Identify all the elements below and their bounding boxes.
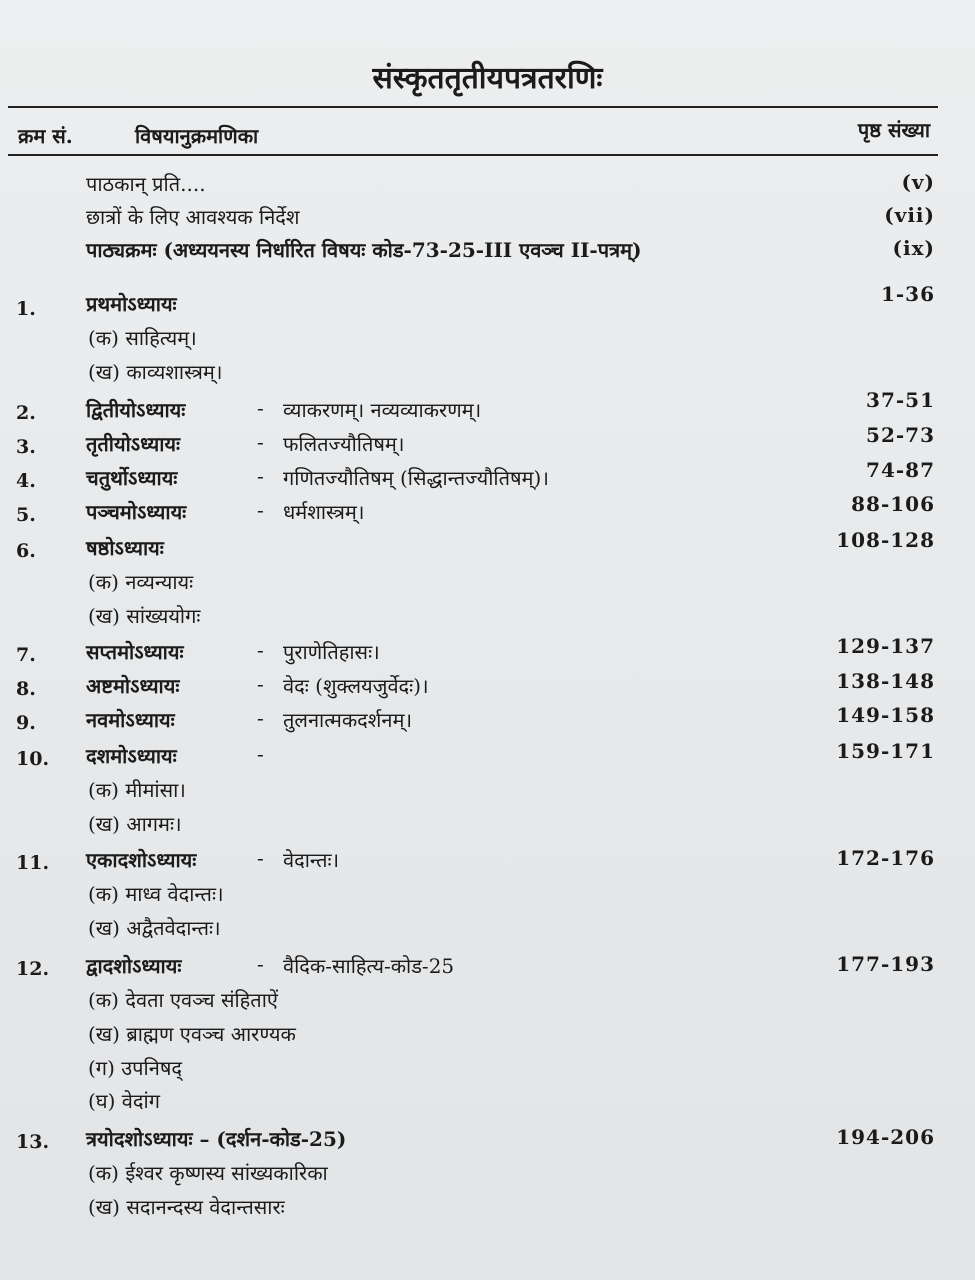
chapter-row: [0, 528, 975, 568]
chapter-page: 138-148: [836, 669, 935, 693]
header-rule: [8, 154, 938, 156]
prelim-row: [0, 236, 975, 270]
sub-item: [0, 358, 975, 392]
chapter-name: चतुर्थोऽध्यायः: [86, 466, 178, 490]
prelim-page: (vii): [884, 203, 935, 227]
sub-item: [0, 810, 975, 844]
chapter-page: 74-87: [866, 458, 935, 482]
sub-item: [0, 602, 975, 636]
sub-item-text: (ख) सदानन्दस्य वेदान्तसारः: [88, 1195, 285, 1219]
header-serial: क्रम सं.: [18, 124, 73, 148]
chapter-number: 2.: [16, 402, 36, 424]
chapter-row: [0, 739, 975, 776]
sub-item-text: (ग) उपनिषद्: [88, 1056, 183, 1080]
prelim-row: [0, 170, 975, 204]
chapter-name: अष्टमोऽध्यायः: [86, 674, 180, 698]
chapter-page: 129-137: [836, 634, 935, 658]
chapter-page: 159-171: [836, 739, 935, 763]
chapter-number: 5.: [16, 504, 36, 526]
chapter-name: दशमोऽध्यायः: [86, 744, 177, 768]
chapter-dash: -: [257, 846, 264, 870]
chapter-dash: -: [257, 742, 264, 766]
page-title: संस्कृततृतीयपत्रतरणिः: [372, 61, 603, 96]
chapter-number: 6.: [16, 540, 36, 562]
sub-item: [0, 880, 975, 914]
sub-item: [0, 1087, 975, 1121]
sub-item-text: (ख) अद्वैतवेदान्तः।: [88, 916, 221, 940]
chapter-row: [0, 669, 975, 706]
sub-item: [0, 776, 975, 810]
sub-item-text: (घ) वेदांग: [88, 1089, 160, 1113]
sub-item-text: (क) मीमांसा।: [88, 778, 186, 802]
chapter-row: [0, 634, 975, 672]
chapter-desc: फलितज्यौतिषम्।: [283, 432, 405, 456]
chapter-page: 52-73: [866, 423, 935, 447]
chapter-desc: वेदः (शुक्लयजुर्वेदः)।: [283, 674, 429, 698]
chapter-page: 149-158: [836, 703, 935, 727]
chapter-page: 37-51: [866, 388, 935, 412]
chapter-desc: वैदिक-साहित्य-कोड-25: [283, 954, 455, 978]
chapter-dash: -: [257, 952, 264, 976]
chapter-page: 172-176: [836, 846, 935, 870]
chapter-dash: -: [257, 498, 264, 522]
chapter-desc: वेदान्तः।: [283, 848, 340, 872]
sub-item-text: (ख) सांख्ययोगः: [88, 604, 201, 628]
sub-item: [0, 568, 975, 602]
chapter-dash: -: [257, 638, 264, 662]
sub-item-text: (क) देवता एवञ्च संहिताऐं: [88, 988, 278, 1012]
chapter-row: [0, 458, 975, 498]
chapter-dash: -: [257, 430, 264, 454]
chapter-name: पञ्चमोऽध्यायः: [86, 500, 187, 524]
prelim-text: पाठ्यक्रमः (अध्ययनस्य निर्धारित विषयः कोड-73-25-III एवञ्च II-पत्रम्): [86, 238, 642, 262]
chapter-desc: तुलनात्मकदर्शनम्।: [283, 708, 413, 732]
sub-item: [0, 1020, 975, 1054]
sub-item: [0, 1193, 975, 1227]
sub-item-text: (ख) ब्राह्मण एवञ्च आरण्यक: [88, 1022, 296, 1046]
prelim-page: (v): [901, 170, 935, 194]
header-page: पृष्ठ संख्या: [857, 118, 930, 142]
chapter-row: [0, 492, 975, 532]
chapter-page: 194-206: [836, 1125, 935, 1149]
chapter-row: [0, 703, 975, 740]
chapter-dash: -: [257, 396, 264, 420]
chapter-row: [0, 1125, 975, 1159]
chapter-number: 7.: [16, 644, 36, 666]
chapter-row: [0, 423, 975, 464]
chapter-name: तृतीयोऽध्यायः: [86, 432, 181, 456]
chapter-row: [0, 952, 975, 986]
chapter-number: 10.: [16, 748, 50, 770]
sub-item: [0, 1159, 975, 1193]
chapter-desc: धर्मशास्त्रम्।: [283, 500, 365, 524]
sub-item: [0, 986, 975, 1020]
chapter-dash: -: [257, 706, 264, 730]
chapter-row: [0, 388, 975, 430]
chapter-name: द्वादशोऽध्यायः: [86, 954, 182, 978]
chapter-number: 13.: [16, 1131, 50, 1153]
sub-item: [0, 1054, 975, 1088]
chapter-dash: -: [257, 672, 264, 696]
chapter-row: [0, 282, 975, 324]
chapter-number: 3.: [16, 436, 36, 458]
prelim-text: छात्रों के लिए आवश्यक निर्देश: [86, 205, 300, 229]
chapter-desc: पुराणेतिहासः।: [283, 640, 380, 664]
chapter-name: द्वितीयोऽध्यायः: [86, 398, 186, 422]
chapter-name: सप्तमोऽध्यायः: [86, 640, 184, 664]
chapter-page: 177-193: [836, 952, 935, 976]
chapter-row: [0, 846, 975, 880]
sub-item-text: (क) ईश्वर कृष्णस्य सांख्यकारिका: [88, 1161, 328, 1185]
top-rule: [8, 106, 938, 108]
sub-item-text: (क) माध्व वेदान्तः।: [88, 882, 224, 906]
chapter-number: 12.: [16, 958, 50, 980]
chapter-name: षष्ठोऽध्यायः: [86, 536, 164, 560]
prelim-text: पाठकान् प्रति....: [86, 172, 206, 196]
chapter-desc: व्याकरणम्। नव्यव्याकरणम्।: [283, 398, 482, 422]
chapter-number: 11.: [16, 852, 50, 874]
chapter-number: 1.: [16, 298, 36, 320]
chapter-page: 88-106: [851, 492, 935, 516]
sub-item-text: (ख) काव्यशास्त्रम्।: [88, 360, 223, 384]
chapter-page: 1-36: [880, 282, 935, 306]
sub-item: [0, 324, 975, 358]
sub-item: [0, 914, 975, 948]
sub-item-text: (क) नव्यन्यायः: [88, 570, 194, 594]
chapter-dash: -: [257, 464, 264, 488]
sub-item-text: (क) साहित्यम्।: [88, 326, 197, 350]
chapter-desc: गणितज्यौतिषम् (सिद्धान्तज्यौतिषम्)।: [283, 466, 549, 490]
chapter-name: एकादशोऽध्यायः: [86, 848, 197, 872]
prelim-page: (ix): [892, 236, 935, 260]
chapter-name: नवमोऽध्यायः: [86, 708, 175, 732]
chapter-number: 4.: [16, 470, 36, 492]
chapter-name: त्रयोदशोऽध्यायः – (दर्शन-कोड-25): [86, 1127, 347, 1151]
header-subject: विषयानुक्रमणिका: [135, 124, 259, 148]
sub-item-text: (ख) आगमः।: [88, 812, 182, 836]
prelim-row: [0, 203, 975, 237]
chapter-number: 8.: [16, 678, 36, 700]
chapter-name: प्रथमोऽध्यायः: [86, 292, 177, 316]
chapter-page: 108-128: [836, 528, 935, 552]
chapter-number: 9.: [16, 712, 36, 734]
